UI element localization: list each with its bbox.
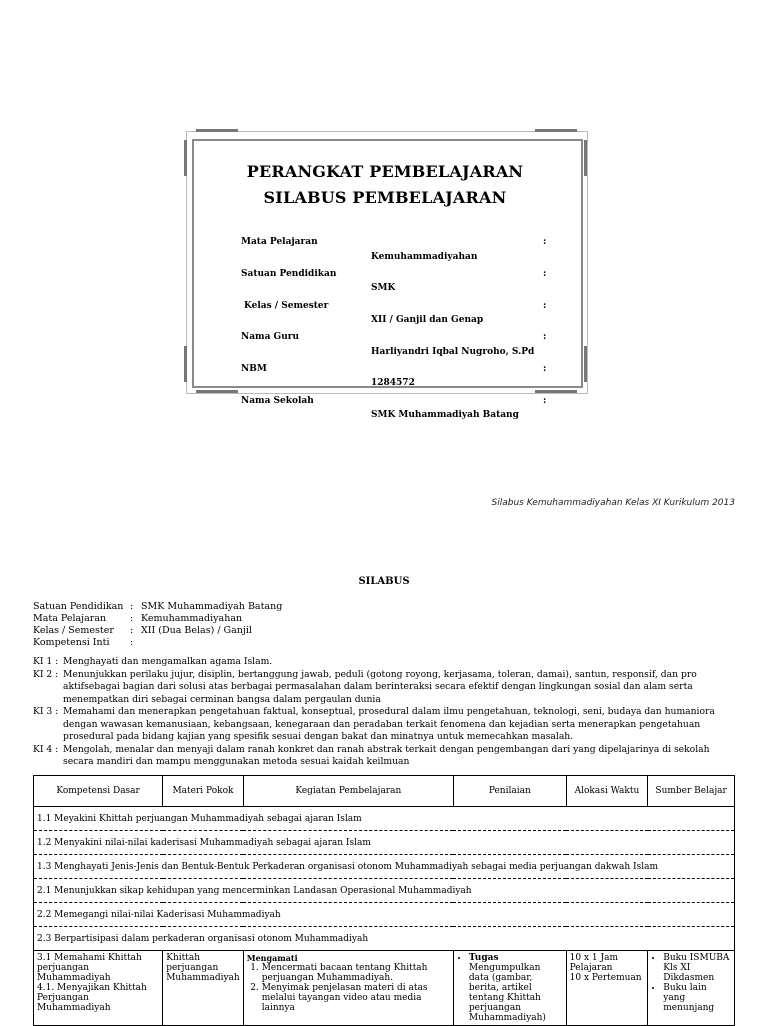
meta-colon: : — [130, 637, 134, 648]
cover-label-mata-pelajaran: Mata Pelajaran — [241, 237, 318, 247]
kd-detail-cell — [34, 951, 163, 1026]
meta-key: Kompetensi Inti — [33, 637, 110, 648]
cover-value-nama-sekolah: SMK Muhammadiyah Batang — [371, 410, 519, 420]
kegiatan-cell — [243, 951, 453, 1026]
sumber-list — [651, 953, 731, 1013]
kd-cell: 1.1 Meyakini Khittah perjuangan Muhammadiyah sebagai ajaran Islam — [34, 807, 735, 831]
cover-colon: : — [543, 396, 547, 406]
ki-item — [33, 706, 735, 744]
ki-text: Menghayati dan mengamalkan agama Islam. — [63, 656, 273, 667]
kd-item: 3.1 Memahami Khittah perjuangan Muhammadiyah — [37, 953, 142, 983]
cover-label-kelas-semester: Kelas / Semester — [244, 301, 329, 311]
list-item — [469, 953, 563, 1023]
ki-text: Mengolah, menalar dan menyaji dalam ranah konkret dan ranah abstrak terkait dengan pengembangan dari yang dipelajarinya di sekolah secara mandiri dan mampu menggunakan metoda sesuai kaidah keilmuan — [63, 743, 710, 767]
table-row — [34, 951, 735, 1026]
meta-colon: : — [130, 601, 134, 612]
list-item: 1. Mencermati bacaan tentang Khittah perjuangan Muhammadiyah. — [262, 963, 450, 983]
kd-cell: 2.2 Memegangi nilai-nilai Kaderisasi Muhammadiyah — [34, 903, 735, 927]
meta-key: Kelas / Semester — [33, 625, 114, 636]
penilaian-cell — [453, 951, 566, 1026]
ki-code: KI 2 : — [33, 668, 59, 680]
meta-row — [0, 613, 768, 625]
alokasi-cell — [566, 951, 648, 1026]
meta-value: Kemuhammadiyahan — [141, 613, 243, 624]
frame-corner-mark — [184, 140, 187, 176]
penilaian-list — [457, 953, 563, 1023]
cover-value-nbm: 1284572 — [371, 378, 415, 388]
ki-text: Memahami dan menerapkan pengetahuan faktual, konseptual, prosedural dalam ilmu pengetahuan, teknologi, seni, budaya dan humaniora dengan wawasan kemanusiaan, kebangsaan, kenegaraan dan peradaban terkait fenomena dan kejadian serta menerapkan pengetahuan prosedural pada bidang kajian yang spesifik sesuai dengan bakat dan minatnya untuk memecahkan masalah. — [63, 706, 715, 742]
table-row — [34, 879, 735, 903]
meta-value: XII (Dua Belas) / Ganjil — [141, 625, 252, 636]
header-sumber-belajar: Sumber Belajar — [648, 776, 735, 807]
kd-cell: 1.3 Menghayati Jenis-Jenis dan Bentuk-Bentuk Perkaderan organisasi otonom Muhammadiyah sebagai media perjuangan dakwah Islam — [34, 855, 735, 879]
meta-key: Mata Pelajaran — [33, 613, 107, 624]
header-penilaian: Penilaian — [453, 776, 566, 807]
header-materi-pokok: Materi Pokok — [163, 776, 244, 807]
silabus-meta — [0, 601, 768, 649]
ki-text: Menunjukkan perilaku jujur, disiplin, bertanggung jawab, peduli (gotong royong, kerjasama, toleran, damai), santun, responsif, dan pro aktifsebagai bagian dari solusi atas berbagai permasalahan dalam berinteraksi secara efektif dengan lingkungan sosial dan alam serta menempatkan diri sebagai cerminan bangsa dalam pergaulan dunia — [63, 668, 697, 705]
cover-colon: : — [543, 237, 547, 247]
meta-colon: : — [130, 613, 134, 624]
alokasi-item: 10 x Pertemuan — [569, 973, 642, 983]
kd-cell: 1.2 Menyakini nilai-nilai kaderisasi Muhammadiyah sebagai ajaran Islam — [34, 831, 735, 855]
frame-corner-mark — [196, 129, 238, 132]
cover-colon: : — [543, 364, 547, 374]
ki-code: KI 1 : — [33, 656, 59, 667]
header-kompetensi-dasar: Kompetensi Dasar — [34, 776, 163, 807]
header-alokasi-waktu: Alokasi Waktu — [566, 776, 648, 807]
cover-colon: : — [543, 332, 547, 342]
list-item: • Buku lain yang menunjang — [663, 983, 731, 1013]
table-header-row — [34, 776, 735, 807]
cover-label-satuan-pendidikan: Satuan Pendidikan — [241, 269, 337, 279]
cover-value-kelas-semester: XII / Ganjil dan Genap — [371, 315, 484, 325]
cover-value-satuan-pendidikan: SMK — [371, 283, 396, 293]
frame-corner-mark — [196, 390, 238, 393]
cover-title-line2: SILABUS PEMBELAJARAN — [263, 188, 507, 207]
ki-item — [33, 744, 735, 769]
table-row — [34, 903, 735, 927]
meta-value: SMK Muhammadiyah Batang — [141, 601, 283, 612]
alokasi-item: 10 x 1 Jam Pelajaran — [569, 953, 618, 973]
page-footer: Silabus Kemuhammadiyahan Kelas XI Kurikulum 2013 — [491, 498, 735, 508]
frame-corner-mark — [584, 346, 587, 382]
cover-label-nbm: NBM — [241, 364, 267, 374]
meta-row — [0, 637, 768, 649]
cover-colon: : — [543, 269, 547, 279]
kd-cell: 2.3 Berpartisipasi dalam perkaderan organisasi otonom Muhammadiyah — [34, 927, 735, 951]
frame-corner-mark — [584, 140, 587, 176]
silabus-title: SILABUS — [358, 576, 410, 587]
frame-corner-mark — [535, 390, 577, 393]
cover-value-nama-guru: Harliyandri Iqbal Nugroho, S.Pd — [371, 347, 535, 357]
materi-cell: Khittah perjuangan Muhammadiyah — [163, 951, 244, 1026]
cover-label-nama-guru: Nama Guru — [241, 332, 300, 342]
table-row — [34, 807, 735, 831]
meta-key: Satuan Pendidikan — [33, 601, 124, 612]
ki-item — [33, 669, 735, 707]
meta-colon: : — [130, 625, 134, 636]
penilaian-text: Mengumpulkan data (gambar, berita, artikel tentang Khittah perjuangan Muhammadiyah) — [468, 963, 546, 1023]
list-item: 2. Menyimak penjelasan materi di atas melalui tayangan video atau media lainnya — [262, 983, 450, 1013]
table-row — [34, 855, 735, 879]
kegiatan-heading: Mengamati — [246, 953, 298, 963]
cover-title-line1: PERANGKAT PEMBELAJARAN — [246, 162, 524, 181]
kompetensi-inti-list — [33, 656, 735, 769]
sumber-cell — [648, 951, 735, 1026]
table-row — [34, 831, 735, 855]
list-item: • Buku ISMUBA Kls XI Dikdasmen — [663, 953, 731, 983]
ki-code: KI 4 : — [33, 743, 59, 755]
header-kegiatan-pembelajaran: Kegiatan Pembelajaran — [243, 776, 453, 807]
penilaian-heading: Tugas — [468, 953, 499, 963]
cover-colon: : — [543, 301, 547, 311]
table-row — [34, 927, 735, 951]
kegiatan-list — [247, 963, 450, 1013]
kd-cell: 2.1 Menunjukkan sikap kehidupan yang mencerminkan Landasan Operasional Muhammadiyah — [34, 879, 735, 903]
ki-item — [33, 656, 735, 669]
frame-corner-mark — [184, 346, 187, 382]
silabus-table — [33, 775, 735, 1026]
cover-label-nama-sekolah: Nama Sekolah — [241, 396, 314, 406]
cover-value-mata-pelajaran: Kemuhammadiyahan — [371, 252, 478, 262]
meta-row — [0, 601, 768, 613]
kd-item: 4.1. Menyajikan Khittah Perjuangan Muhammadiyah — [37, 983, 147, 1013]
ki-code: KI 3 : — [33, 706, 59, 717]
meta-row — [0, 625, 768, 637]
frame-corner-mark — [535, 129, 577, 132]
